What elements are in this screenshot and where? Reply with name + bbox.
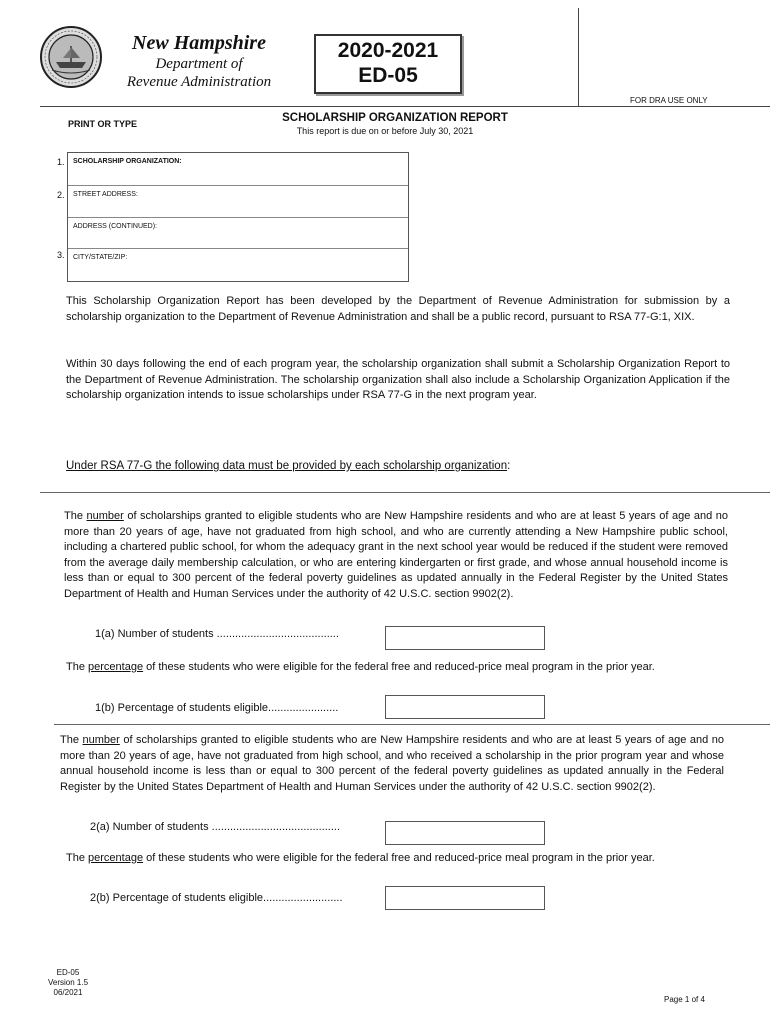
section2-pct-text: of these students who were eligible for the federal free and reduced-price meal program in the prior year. [143, 852, 655, 864]
requirement-statement [66, 459, 730, 475]
section1-lead: The [64, 510, 83, 522]
street-address-label: STREET ADDRESS: [73, 191, 138, 198]
section1-pct-keyword: percentage [88, 661, 144, 673]
section2-lead: The [60, 734, 79, 746]
street-address-field[interactable] [68, 186, 408, 218]
organization-name-label: SCHOLARSHIP ORGANIZATION: [73, 158, 182, 165]
section2-percentage-paragraph [66, 851, 730, 867]
organization-name-field[interactable] [68, 153, 408, 186]
section2-text: of scholarships granted to eligible students who are New Hampshire residents and who are at least 5 years of age and no more than 20 years of age, have not graduated from high school, and who received a scholarship in the prior program year and whose annual household income is less than or equal to 300 percent of the federal poverty guidelines as updated annually in the Federal Register by the United States Department of Health and Human Services under the authority of 42 U.S.C. section 9902(2). [60, 734, 725, 793]
city-state-zip-field[interactable] [68, 249, 408, 280]
report-due-date: This report is due on or before July 30, 2021 [296, 126, 474, 136]
agency-department [104, 55, 294, 91]
question-1b-label: 1(b) Percentage of students eligible....................... [95, 702, 339, 714]
city-state-zip-label: CITY/STATE/ZIP: [73, 254, 128, 261]
section1-paragraph [64, 509, 728, 602]
intro-paragraph-1: This Scholarship Organization Report has been developed by the Department of Revenue Administration for submission by a scholarship organization to the Department of Revenue Administration and shall be a public record, pursuant to RSA 77-G:1, XIX. [66, 295, 730, 323]
requirement-text: Under RSA 77-G the following data must be provided by each scholarship organization [66, 460, 508, 472]
state-seal-icon [40, 26, 102, 88]
form-id-box [314, 34, 462, 94]
header-divider-vertical [578, 8, 579, 106]
footer-code: ED-05 [56, 968, 80, 977]
question-2a-input[interactable] [385, 821, 545, 845]
address-continued-label: ADDRESS (CONTINUED): [73, 223, 158, 230]
requirement-colon: : [507, 460, 511, 472]
question-2b-input[interactable] [385, 886, 545, 910]
question-2b-label: 2(b) Percentage of students eligible.......................... [90, 892, 343, 904]
question-1a-label: 1(a) Number of students ........................................ [95, 628, 339, 640]
footer-form-code [38, 968, 98, 998]
agency-dept-line1: Department of [155, 56, 243, 72]
footer-version: Version 1.5 06/2021 [47, 978, 89, 997]
organization-info-box [67, 152, 409, 282]
section2-pct-keyword: percentage [88, 852, 144, 864]
print-or-type-label: PRINT OR TYPE [68, 119, 138, 129]
form-code: ED-05 [358, 64, 418, 87]
section2-pct-lead: The [66, 852, 85, 864]
address-continued-field[interactable] [68, 218, 408, 249]
question-1a-input[interactable] [385, 626, 545, 650]
question-2a-label: 2(a) Number of students .......................................... [90, 821, 341, 833]
section1-percentage-paragraph [66, 660, 730, 676]
question-1b-input[interactable] [385, 695, 545, 719]
section2-paragraph [60, 733, 724, 795]
section1-pct-text: of these students who were eligible for the federal free and reduced-price meal program in the prior year. [143, 661, 655, 673]
report-title: SCHOLARSHIP ORGANIZATION REPORT [282, 112, 508, 124]
section1-text: of scholarships granted to eligible students who are New Hampshire residents and who are at least 5 years of age and no more than 20 years of age, have not graduated from high school, and who are currently attending a New Hampshire public school, including a chartered public school, for whom the adequacy grant in the next school year would be reduced if the student were removed from the average daily membership calculation, or who are entering kindergarten or first grade, and whose annual household income is less than or equal to 300 percent of the federal poverty guidelines as updated annually in the Federal Register by the United States Department of Health and Human Services under the authority of 42 U.S.C. section 9902(2). [64, 510, 729, 600]
section-divider-1 [40, 492, 770, 493]
form-year: 2020-2021 [337, 39, 439, 62]
section2-keyword: number [82, 734, 120, 746]
field-number-3: 3. [57, 250, 65, 260]
agency-dept-line2: Revenue Administration [126, 74, 272, 90]
section1-pct-lead: The [66, 661, 85, 673]
section1-keyword: number [86, 510, 124, 522]
intro-paragraph-2: Within 30 days following the end of each program year, the scholarship organization shall submit a Scholarship Organization Report to the Department of Revenue Administration. The scholarship organization shall also include a Scholarship Organization Application if the scholarship organization intends to issue scholarships under RSA 77-G in the next program year. [66, 358, 730, 401]
page-number: Page 1 of 4 [664, 995, 705, 1004]
agency-name: New Hampshire [132, 32, 266, 54]
field-number-1: 1. [57, 157, 65, 167]
header-divider [40, 106, 770, 107]
field-number-2: 2. [57, 190, 65, 200]
section-divider-2 [54, 724, 770, 725]
dra-use-only-label: FOR DRA USE ONLY [630, 96, 708, 105]
